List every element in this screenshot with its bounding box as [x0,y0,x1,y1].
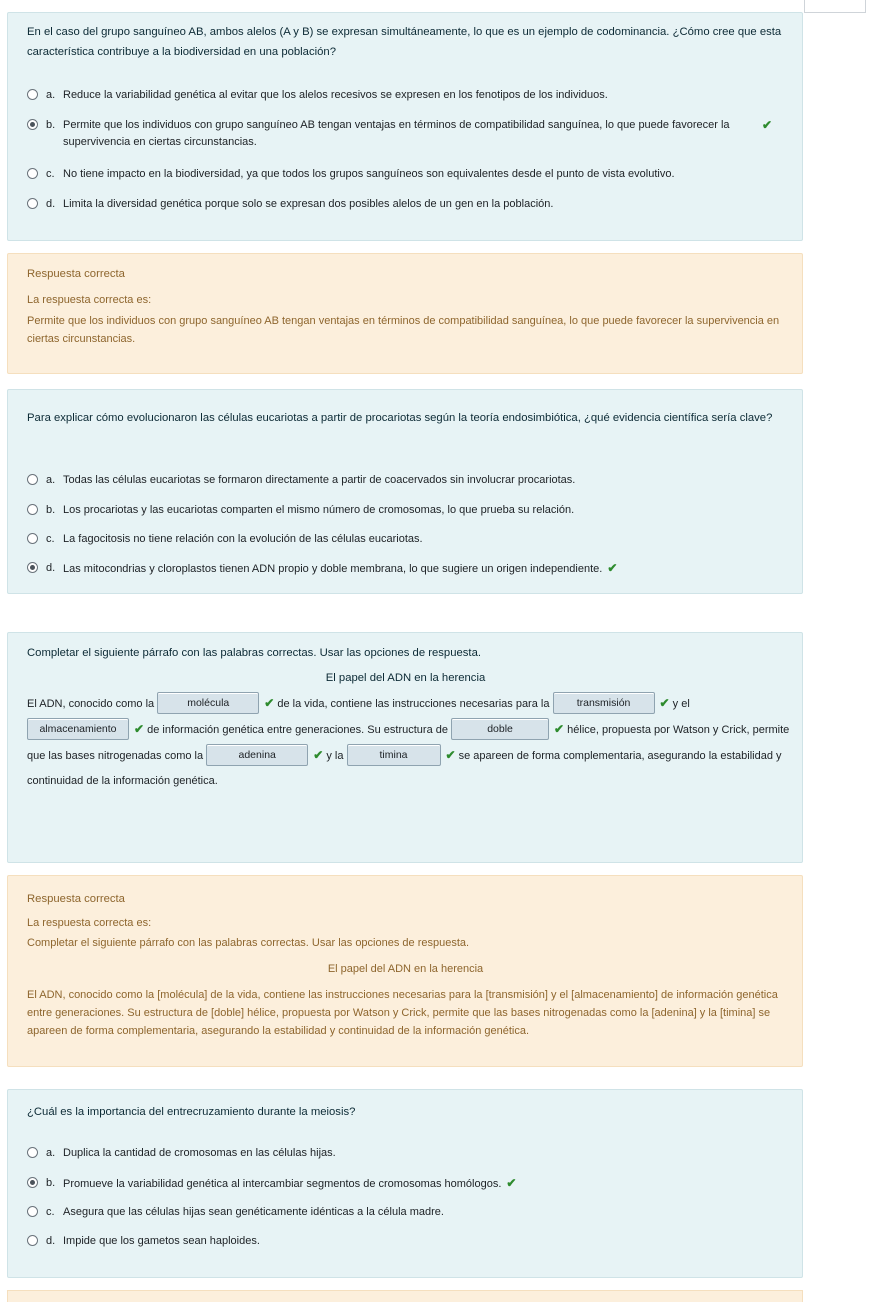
radio-button-selected[interactable] [27,1177,38,1188]
correct-check-icon: ✔ [659,696,670,710]
correct-check-icon: ✔ [445,748,456,762]
blank-dropdown-5[interactable]: adenina [206,744,308,766]
correct-check-icon: ✔ [607,561,618,575]
paragraph-text: se apareen de forma complementaria, asegurando la estabilidad y continuidad de la información genética. [27,750,782,787]
option-text: Los procariotas y las eucariotas comparten el mismo número de cromosomas, lo que prueba su relación. [63,504,575,516]
option-letter: c. [46,168,55,180]
option-text: Duplica la cantidad de cromosomas en las células hijas. [63,1147,336,1159]
radio-button-selected[interactable] [27,119,38,130]
option-b[interactable] [27,502,772,519]
question-text: En el caso del grupo sanguíneo AB, ambos alelos (A y B) se expresan simultáneamente, lo que es un ejemplo de codominancia. ¿Cómo cree que esta característica contribuye a la biodiversidad en una población? [27,26,782,58]
question-card-1 [7,12,803,241]
feedback-title: Respuesta correcta [27,893,125,905]
option-text: No tiene impacto en la biodiversidad, ya que todos los grupos sanguíneos son equivalentes desde el punto de vista evolutivo. [63,168,675,180]
option-d[interactable] [27,1233,772,1250]
option-d[interactable] [27,560,772,578]
paragraph-text: hélice, propuesta por Watson y Crick, permite que las bases nitrogenadas como la [27,724,790,762]
next-feedback-card-edge [7,1290,803,1302]
correct-check-icon: ✔ [313,748,324,762]
radio-button[interactable] [27,198,38,209]
option-text: La fagocitosis no tiene relación con la evolución de las células eucariotas. [63,533,423,545]
question-instruction: Completar el siguiente párrafo con las palabras correctas. Usar las opciones de respuesta. [27,647,481,659]
option-c[interactable] [27,166,772,183]
paragraph-text: de la vida, contiene las instrucciones necesarias para la [277,698,550,710]
radio-button[interactable] [27,533,38,544]
paragraph-text: y la [326,750,344,762]
option-a[interactable] [27,1145,772,1162]
blank-dropdown-2[interactable]: transmisión [553,692,655,714]
correct-check-icon: ✔ [506,1176,517,1190]
question-card-4 [7,1089,803,1278]
option-b[interactable] [27,117,772,151]
radio-button[interactable] [27,504,38,515]
option-letter: b. [46,1177,56,1189]
option-text [63,1175,772,1193]
blank-dropdown-4[interactable]: doble [451,718,549,740]
option-letter: d. [46,562,56,574]
option-letter: b. [46,504,56,516]
question-text: ¿Cuál es la importancia del entrecruzamiento durante la meiosis? [27,1106,356,1118]
option-label: Las mitocondrias y cloroplastos tienen ADN propio y doble membrana, lo que sugiere un origen independiente. [63,563,603,575]
option-a[interactable] [27,87,772,104]
feedback-card-1 [7,253,803,374]
feedback-intro: La respuesta correcta es: [27,917,152,929]
option-a[interactable] [27,472,772,489]
correct-check-icon: ✔ [134,722,145,736]
feedback-answer: El ADN, conocido como la [molécula] de la vida, contiene las instrucciones necesarias para la [transmisión] y el [almacenamiento] de información genética entre generaciones. Su estructura de [doble] hélice, propuesta por Watson y Crick, permite que las bases nitrogenadas como la [adenina] y la [timina] se apareen de forma complementaria, asegurando la estabilidad y continuidad de la información genética. [27,989,778,1037]
option-letter: a. [46,1147,56,1159]
feedback-answer: Permite que los individuos con grupo sanguíneo AB tengan ventajas en términos de compatibilidad sanguínea, lo que puede favorecer la supervivencia en ciertas circunstancias. [27,315,780,345]
feedback-intro: La respuesta correcta es: [27,294,152,306]
option-c[interactable] [27,531,772,548]
option-text: Limita la diversidad genética porque solo se expresan dos posibles alelos de un gen en la población. [63,198,554,210]
option-text: Permite que los individuos con grupo sanguíneo AB tengan ventajas en términos de compatibilidad sanguínea, lo que puede favorecer la supervivencia en ciertas circunstancias. [63,119,730,148]
radio-button[interactable] [27,89,38,100]
radio-button[interactable] [27,474,38,485]
blank-dropdown-1[interactable]: molécula [157,692,259,714]
fill-in-paragraph [27,691,790,794]
option-c[interactable] [27,1204,772,1221]
correct-check-icon: ✔ [554,722,565,736]
blank-dropdown-6[interactable]: timina [347,744,441,766]
paragraph-text: de información genética entre generaciones. Su estructura de [147,724,448,736]
option-text: Asegura que las células hijas sean genéticamente idénticas a la célula madre. [63,1206,444,1218]
radio-button-selected[interactable] [27,562,38,573]
radio-button[interactable] [27,168,38,179]
page-corner-frame [804,0,866,13]
option-d[interactable] [27,196,772,213]
option-letter: c. [46,533,55,545]
option-label: Promueve la variabilidad genética al intercambiar segmentos de cromosomas homólogos. [63,1178,502,1190]
feedback-card-3 [7,875,803,1067]
feedback-heading: El papel del ADN en la herencia [327,963,484,975]
blank-dropdown-3[interactable]: almacenamiento [27,718,129,740]
radio-button[interactable] [27,1206,38,1217]
correct-check-icon: ✔ [264,696,275,710]
option-letter: d. [46,198,56,210]
option-letter: a. [46,474,56,486]
option-letter: c. [46,1206,55,1218]
question-card-3 [7,632,803,863]
feedback-title: Respuesta correcta [27,268,125,280]
radio-button[interactable] [27,1235,38,1246]
question-text: Para explicar cómo evolucionaron las células eucariotas a partir de procariotas según la teoría endosimbiótica, ¿qué evidencia científica sería clave? [27,412,773,424]
option-text: Todas las células eucariotas se formaron directamente a partir de coacervados sin involucrar procariotas. [63,474,576,486]
option-b[interactable] [27,1175,772,1193]
option-text: Reduce la variabilidad genética al evitar que los alelos recesivos se expresen en los fenotipos de los individuos. [63,89,608,101]
paragraph-text: El ADN, conocido como la [27,698,155,710]
paragraph-heading: El papel del ADN en la herencia [325,672,486,684]
correct-check-icon: ✔ [761,118,772,132]
option-text: Impide que los gametos sean haploides. [63,1235,260,1247]
option-letter: d. [46,1235,56,1247]
option-letter: b. [46,119,56,131]
option-text [63,560,772,578]
option-letter: a. [46,89,56,101]
radio-button[interactable] [27,1147,38,1158]
question-card-2 [7,389,803,594]
paragraph-text: y el [672,698,690,710]
feedback-instruction: Completar el siguiente párrafo con las palabras correctas. Usar las opciones de respuesta. [27,937,470,949]
